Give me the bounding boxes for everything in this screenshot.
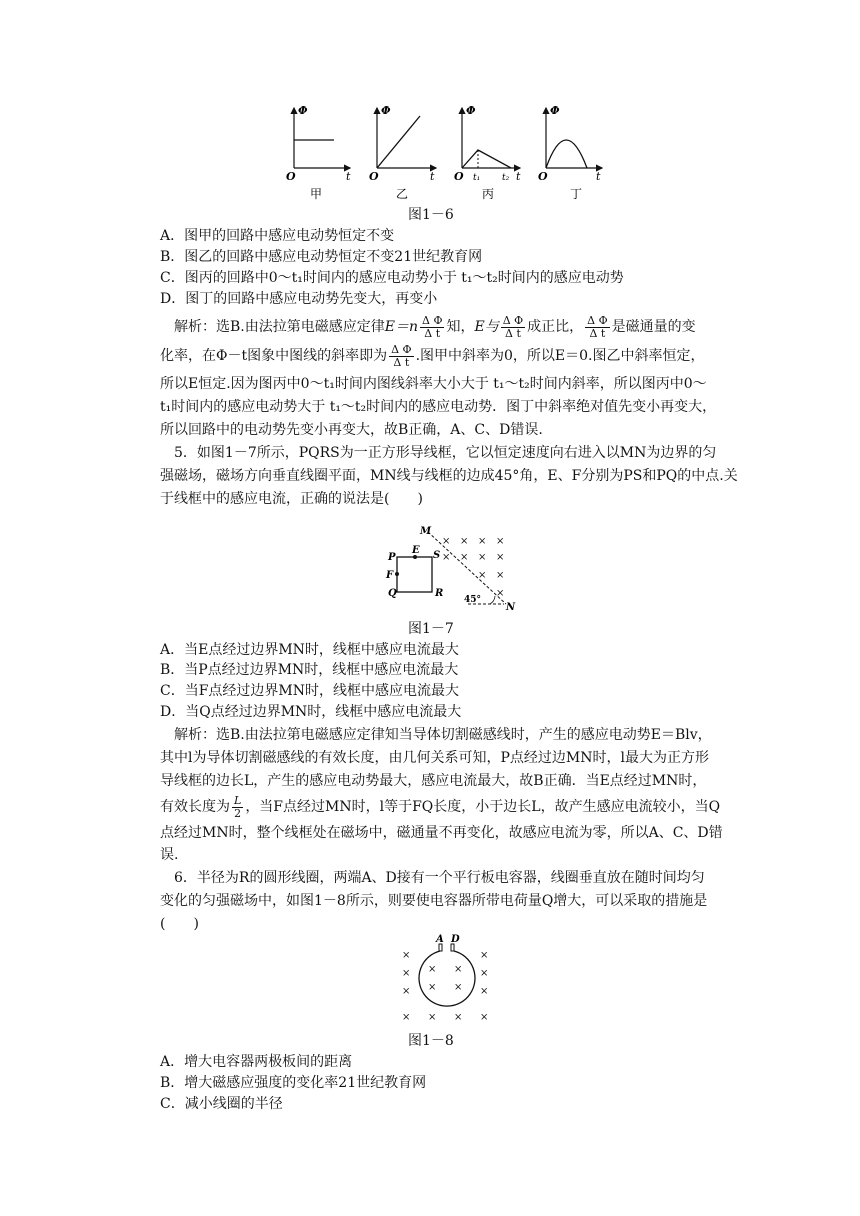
label-d: D xyxy=(451,934,460,945)
t1-label: t₁ xyxy=(473,173,481,183)
q4-analysis-line-2: 化率，在Φ－t图象中图线的斜率即为 $\frac{\text{Δ Φ}}{\text{Δ t}}$ .图甲中斜率为0，所以E＝0.图乙中斜率恒定， xyxy=(160,342,705,369)
t-label: t xyxy=(516,170,521,183)
q4-option-d: D．图丁的回路中感应电动势先变大，再变小 xyxy=(160,291,438,307)
svg-text:×: × xyxy=(402,968,411,979)
svg-text:×: × xyxy=(460,552,469,563)
svg-text:×: × xyxy=(478,536,487,547)
q5-stem-line-2: 强磁场，磁场方向垂直线圈平面，MN线与线框的边成45°角，E、F分别为PS和PQ的中点.关 xyxy=(160,468,738,484)
svg-text:×: × xyxy=(478,552,487,563)
q5-option-b: B．当P点经过边界MN时，线框中感应电流最大 xyxy=(160,662,459,678)
figure-1-7 xyxy=(378,520,518,612)
panel-label-yi: 乙 xyxy=(396,187,409,201)
svg-text:×: × xyxy=(454,1012,463,1023)
q4-analysis-line-5: 所以回路中的电动势先变小再变大，故B正确，A、C、D错误. xyxy=(160,422,543,438)
svg-text:×: × xyxy=(496,536,505,547)
t-label: t xyxy=(430,170,435,183)
origin-label: O xyxy=(286,170,296,183)
q5-analysis-line-4: 有效长度为 $\frac{L}{2}$ ，当F点经过MN时，l等于FQ长度，小于边长L，故产生感应电流较小，当Q xyxy=(160,793,721,820)
q5-analysis-line-5: 点经过MN时，整个线框处在磁场中，磁通量不再变化，故感应电流为零，所以A、C、D错 xyxy=(160,825,723,841)
t-label: t xyxy=(596,170,601,183)
label-a: A xyxy=(436,934,444,945)
panel-label-ding: 丁 xyxy=(570,187,583,201)
fraction: $\frac{\text{Δ Φ}}{\text{Δ t}}$ xyxy=(502,313,524,340)
label-e: E xyxy=(412,545,420,556)
label-m: M xyxy=(420,526,432,537)
svg-text:×: × xyxy=(496,552,505,563)
graph-ding xyxy=(538,104,602,201)
capacitor-plate xyxy=(451,944,454,951)
svg-text:×: × xyxy=(496,588,505,599)
label-r: R xyxy=(435,588,444,599)
svg-text:×: × xyxy=(460,536,469,547)
magnetic-field-marks xyxy=(402,950,488,1023)
q5-option-d: D．当Q点经过边界MN时，线框中感应电流最大 xyxy=(160,704,462,720)
q5-analysis-line-3: 导线框的边长L，产生的感应电动势最大，感应电流最大，故B正确．当E点经过MN时， xyxy=(160,773,707,789)
svg-text:×: × xyxy=(442,552,451,563)
svg-text:×: × xyxy=(402,950,411,961)
svg-text:×: × xyxy=(428,1012,437,1023)
q4-option-b: B．图乙的回路中感应电动势恒定不变21世纪教育网 xyxy=(160,249,483,265)
graph-yi xyxy=(369,104,436,201)
phi-label: Φ xyxy=(298,104,308,117)
square-frame xyxy=(397,557,432,592)
panel-label-bing: 丙 xyxy=(482,187,495,201)
q4-option-a: A．图甲的回路中感应电动势恒定不变 xyxy=(160,228,395,244)
label-s: S xyxy=(433,550,441,561)
origin-label: O xyxy=(538,170,548,183)
origin-label: O xyxy=(454,170,464,183)
q5-analysis-line-6: 误. xyxy=(160,847,179,863)
fraction: $\frac{\text{Δ Φ}}{\text{Δ t}}$ xyxy=(587,313,608,340)
q5-analysis-line-2: 其中l为导体切割磁感线的有效长度，由几何关系可知，P点经过边MN时，l最大为正方形 xyxy=(160,750,709,766)
q6-stem-line-1: 6．半径为R的圆形线圈，两端A、D接有一个平行板电容器，线圈垂直放在随时间均匀 xyxy=(174,870,705,886)
phi-label: Φ xyxy=(550,104,560,117)
graph-jia xyxy=(286,104,351,201)
svg-text:×: × xyxy=(454,964,463,975)
q6-stem-line-3: ( ) xyxy=(160,916,199,932)
q4-analysis-line-1: 解析：选B.由法拉第电磁感应定律E＝n $\frac{\text{Δ Φ}}{\text{Δ t}}$ 知，E与 $\frac{\text{Δ Φ}}{\text{Δ t}}$ 成正比， $\frac{\text{Δ Φ}}{\text{Δ t}}$ 是磁通量的变 xyxy=(174,313,696,340)
svg-text:×: × xyxy=(402,1012,411,1023)
q5-option-c: C．当F点经过边界MN时，线框中感应电流最大 xyxy=(160,683,460,699)
angle-label: 45° xyxy=(464,595,482,605)
svg-text:×: × xyxy=(454,982,463,993)
t2-label: t₂ xyxy=(502,173,510,183)
svg-text:×: × xyxy=(402,986,411,997)
figure-1-6-caption: 图1－6 xyxy=(408,207,454,223)
origin-label: O xyxy=(369,170,379,183)
q5-stem-line-1: 5．如图1－7所示，PQRS为一正方形导线框，它以恒定速度向右进入以MN为边界的匀 xyxy=(174,445,717,461)
svg-text:×: × xyxy=(480,968,489,979)
q5-analysis-line-1: 解析：选B.由法拉第电磁感应定律知当导体切割磁感线时，产生的感应电动势E＝Blv， xyxy=(174,727,712,743)
label-p: P xyxy=(388,552,396,563)
phi-label: Φ xyxy=(381,104,391,117)
svg-text:×: × xyxy=(442,536,451,547)
q6-option-a: A．增大电容器两极板间的距离 xyxy=(160,1054,353,1070)
fraction: $\frac{\text{Δ Φ}}{\text{Δ t}}$ xyxy=(391,342,412,369)
q6-option-c: C．减小线圈的半径 xyxy=(160,1096,283,1112)
q4-option-c: C．图丙的回路中0～t₁时间内的感应电动势小于 t₁～t₂时间内的感应电动势 xyxy=(160,270,624,286)
q4-analysis-line-3: 所以E恒定.因为图丙中0～t₁时间内图线斜率大小大于 t₁～t₂时间内斜率，所以图丙中0～ xyxy=(160,376,707,392)
q6-stem-line-2: 变化的匀强磁场中，如图1－8所示，则要使电容器所带电荷量Q增大，可以采取的措施是 xyxy=(160,893,708,909)
q6-option-b: B．增大磁感应强度的变化率21世纪教育网 xyxy=(160,1075,427,1091)
capacitor-plate xyxy=(439,944,442,951)
svg-text:×: × xyxy=(480,986,489,997)
figure-1-6 xyxy=(270,100,610,202)
panel-label-jia: 甲 xyxy=(310,187,323,201)
figure-1-8-caption: 图1－8 xyxy=(408,1033,454,1049)
q5-stem-line-3: 于线框中的感应电流，正确的说法是( ) xyxy=(160,491,423,507)
label-f: F xyxy=(386,570,394,581)
circular-coil xyxy=(419,951,475,1006)
figure-1-7-caption: 图1－7 xyxy=(408,621,454,637)
label-q: Q xyxy=(388,588,397,599)
t-label: t xyxy=(346,170,351,183)
figure-1-8 xyxy=(396,930,496,1026)
q4-analysis-line-4: t₁时间内的感应电动势大于 t₁～t₂时间内的感应电动势．图丁中斜率绝对值先变小再变大， xyxy=(160,399,717,415)
svg-text:×: × xyxy=(480,1012,489,1023)
svg-text:×: × xyxy=(496,570,505,581)
graph-bing xyxy=(454,104,521,201)
magnetic-field-marks xyxy=(442,536,504,599)
label-n: N xyxy=(506,602,516,612)
svg-text:×: × xyxy=(480,950,489,961)
svg-text:×: × xyxy=(428,964,437,975)
q5-option-a: A．当E点经过边界MN时，线框中感应电流最大 xyxy=(160,642,459,658)
fraction-l-over-2: $\frac{L}{2}$ xyxy=(234,793,242,820)
svg-text:×: × xyxy=(428,982,437,993)
svg-text:×: × xyxy=(478,570,487,581)
fraction: $\frac{\text{Δ Φ}}{\text{Δ t}}$ xyxy=(422,313,443,340)
phi-label: Φ xyxy=(466,104,476,117)
